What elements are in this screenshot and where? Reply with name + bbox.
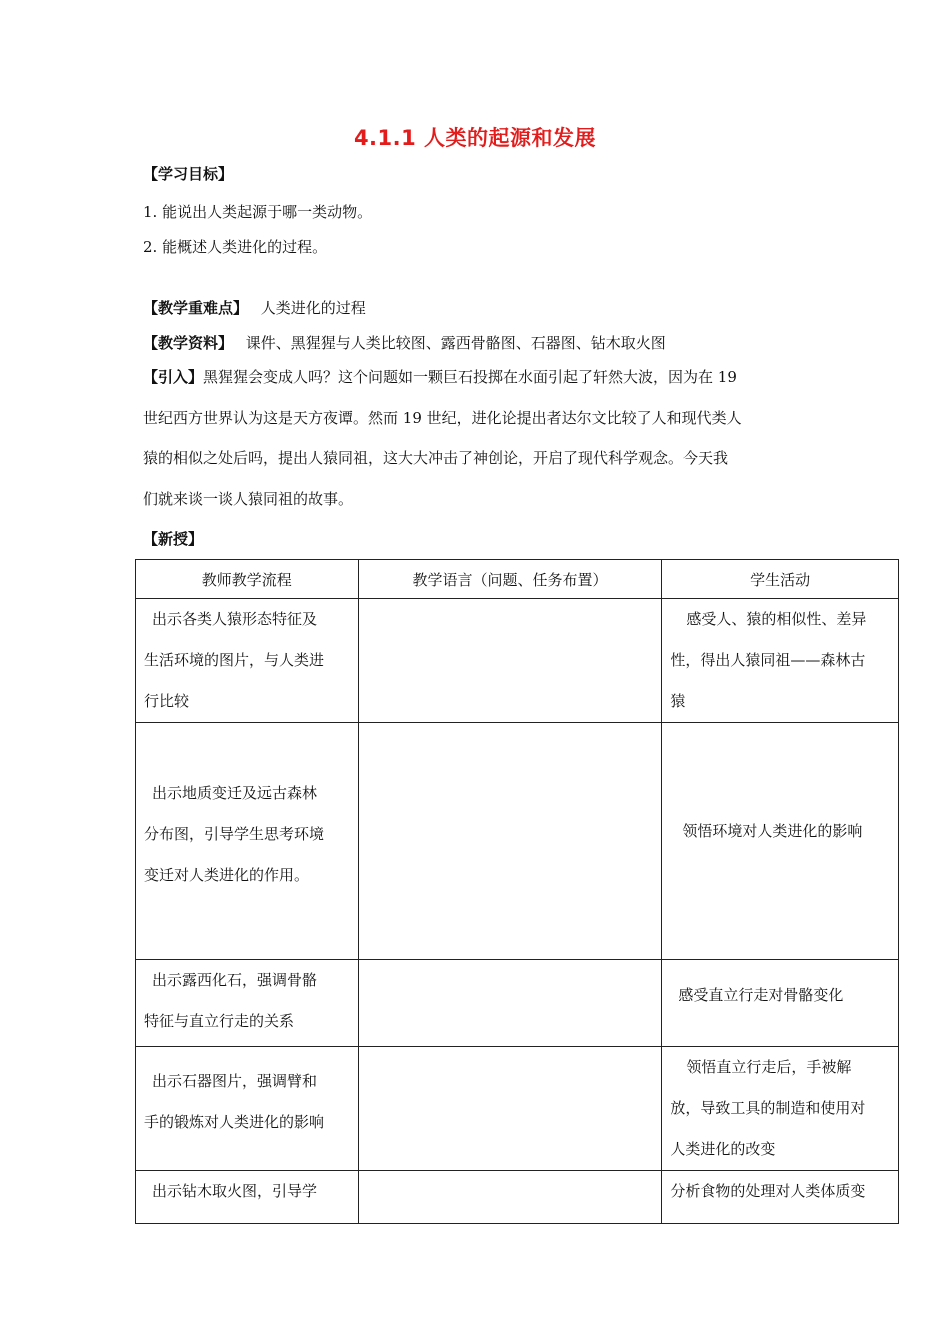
- cell-line: 变迁对人类进化的作用。: [144, 866, 310, 884]
- student-cell: [662, 960, 899, 1047]
- intro-line-1: [143, 357, 823, 398]
- cell-line: 行比较: [144, 692, 190, 710]
- materials-text: 课件、黑猩猩与人类比较图、露西骨骼图、石器图、钻木取火图: [245, 334, 666, 352]
- cell-line: 分布图，引导学生思考环境: [144, 825, 325, 843]
- column-header-student: 学生活动: [662, 560, 899, 599]
- language-cell: [358, 1171, 662, 1224]
- cell-line: 出示露西化石，强调骨骼: [152, 971, 318, 989]
- cell-line: 出示石器图片，强调臂和: [152, 1072, 318, 1090]
- objective-item: 2. 能概述人类进化的过程。: [143, 238, 328, 256]
- intro-line: 世纪西方世界认为这是天方夜谭。然而 19 世纪，进化论提出者达尔文比较了人和现代类人: [143, 408, 742, 427]
- intro-line: 们就来谈一谈人猿同祖的故事。: [143, 489, 354, 508]
- student-cell: [662, 1047, 899, 1171]
- language-cell: [358, 960, 662, 1047]
- cell-line: 出示钻木取火图，引导学: [152, 1182, 318, 1200]
- key-points-text: 人类进化的过程: [260, 299, 366, 317]
- objectives-heading: 【学习目标】: [143, 165, 234, 183]
- table-header-row: [136, 560, 899, 599]
- teaching-flow-table: [135, 559, 899, 1224]
- teacher-cell: [136, 1047, 359, 1171]
- cell-line: 特征与直立行走的关系: [144, 1012, 295, 1030]
- cell-line: 感受直立行走对骨骼变化: [678, 986, 844, 1004]
- language-cell: [358, 1047, 662, 1171]
- cell-line: 生活环境的图片，与人类进: [144, 651, 325, 669]
- student-cell: [662, 599, 899, 723]
- intro-paragraph: [143, 357, 823, 519]
- cell-line: 领悟直立行走后，手被解: [686, 1058, 852, 1076]
- page-title: 4.1.1 人类的起源和发展: [353, 126, 597, 150]
- language-cell: [358, 723, 662, 960]
- cell-line: 出示地质变迁及远古森林: [152, 784, 318, 802]
- student-cell: [662, 1171, 899, 1224]
- column-header-teacher: 教师教学流程: [136, 560, 359, 599]
- cell-line: 猿: [670, 692, 686, 710]
- objective-item: 1. 能说出人类起源于哪一类动物。: [143, 203, 373, 221]
- column-header-language: 教学语言（问题、任务布置）: [358, 560, 662, 599]
- intro-line: 猿的相似之处后吗，提出人猿同祖，这大大冲击了神创论，开启了现代科学观念。今天我: [143, 449, 729, 467]
- cell-line: 分析食物的处理对人类体质变: [670, 1182, 866, 1200]
- table-row: [136, 599, 899, 723]
- materials-line: [143, 332, 666, 353]
- cell-line: 出示各类人猿形态特征及: [152, 610, 318, 628]
- intro-heading: 【引入】: [143, 368, 204, 386]
- key-points-heading: 【教学重难点】: [143, 299, 249, 317]
- cell-line: 领悟环境对人类进化的影响: [682, 822, 863, 840]
- materials-heading: 【教学资料】: [143, 334, 234, 352]
- teacher-cell: [136, 599, 359, 723]
- table-row: [136, 1047, 899, 1171]
- table-row: [136, 1171, 899, 1224]
- student-cell: [662, 723, 899, 960]
- cell-line: 手的锻炼对人类进化的影响: [144, 1113, 325, 1131]
- cell-line: 性，得出人猿同祖——森林古: [670, 651, 866, 669]
- cell-line: 人类进化的改变: [670, 1140, 776, 1158]
- language-cell: [358, 599, 662, 723]
- teacher-cell: [136, 960, 359, 1047]
- key-points-line: [143, 297, 366, 318]
- cell-line: 感受人、猿的相似性、差异: [686, 610, 867, 628]
- teacher-cell: [136, 723, 359, 960]
- new-lesson-heading: 【新授】: [143, 530, 204, 548]
- table-row: [136, 960, 899, 1047]
- cell-line: 放，导致工具的制造和使用对: [670, 1099, 866, 1117]
- intro-text: 黑猩猩会变成人吗？这个问题如一颗巨石投掷在水面引起了轩然大波，因为在 19: [203, 368, 737, 386]
- teacher-cell: [136, 1171, 359, 1224]
- table-row: [136, 723, 899, 960]
